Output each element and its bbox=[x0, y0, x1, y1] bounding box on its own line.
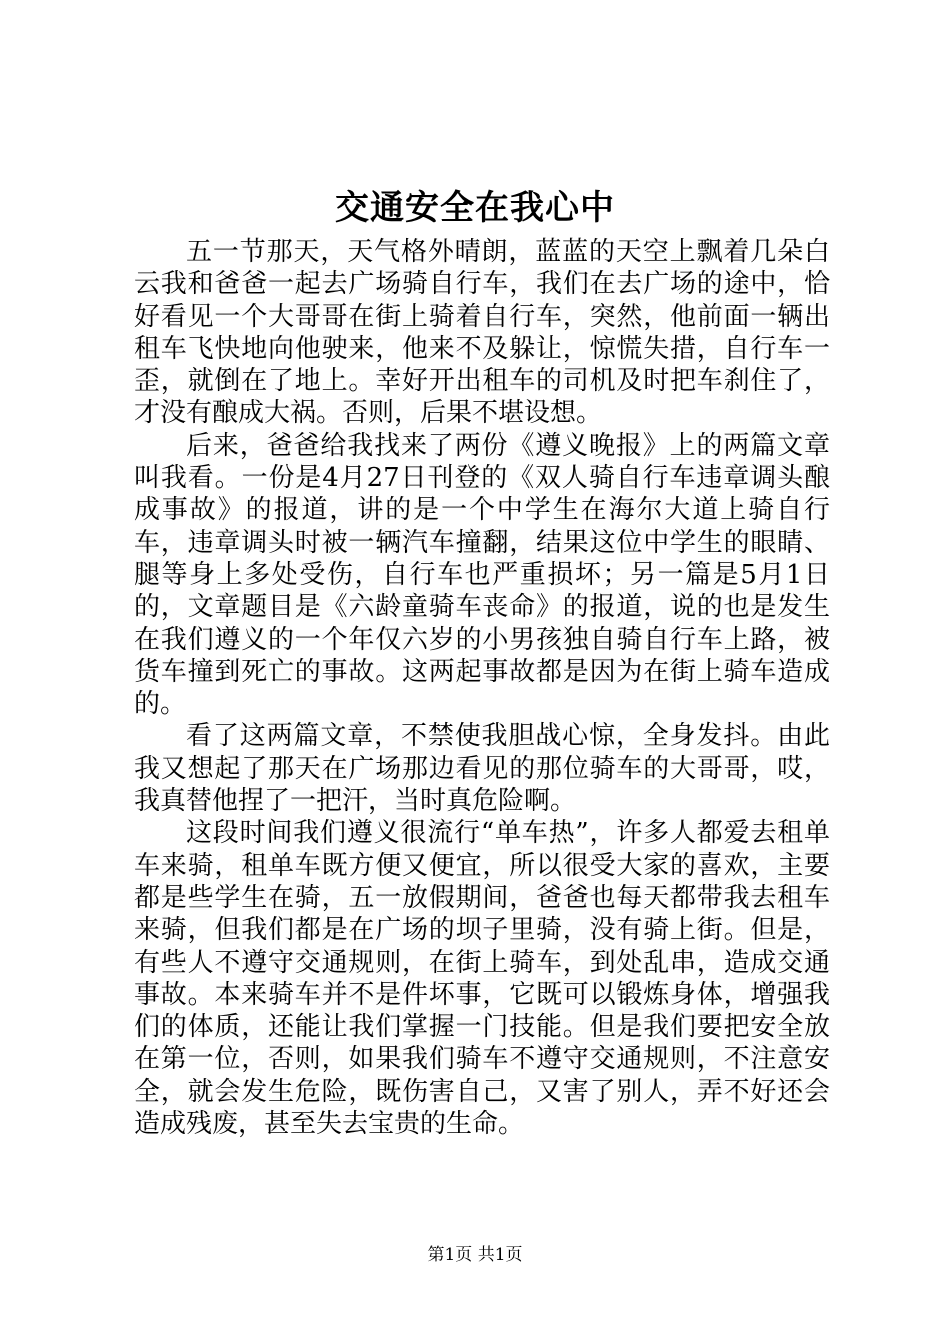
paragraph-2: 后来，爸爸给我找来了两份《遵义晚报》上的两篇文章叫我看。一份是4月27日刊登的《双人骑自行车违章调头酿成事故》的报道，讲的是一个中学生在海尔大道上骑自行车，违章调头时被一辆汽车撞翻，结果这位中学生的眼睛、腿等身上多处受伤，自行车也严重损坏；另一篇是5月1日的，文章题目是《六龄童骑车丧命》的报道，说的也是发生在我们遵义的一个年仅六岁的小男孩独自骑自行车上路，被货车撞到死亡的事故。这两起事故都是因为在街上骑车造成的。 bbox=[134, 430, 830, 720]
paragraph-1: 五一节那天，天气格外晴朗，蓝蓝的天空上飘着几朵白云我和爸爸一起去广场骑自行车，我们在去广场的途中，恰好看见一个大哥哥在街上骑着自行车，突然，他前面一辆出租车飞快地向他驶来，他来不及躲让，惊慌失措，自行车一歪，就倒在了地上。幸好开出租车的司机及时把车刹住了，才没有酿成大祸。否则，后果不堪设想。 bbox=[134, 237, 830, 429]
paragraph-4: 这段时间我们遵义很流行“单车热”，许多人都爱去租单车来骑，租单车既方便又便宜，所以很受大家的喜欢，主要都是些学生在骑，五一放假期间，爸爸也每天都带我去租车来骑，但我们都是在广场的坝子里骑，没有骑上街。但是，有些人不遵守交通规则，在街上骑车，到处乱串，造成交通事故。本来骑车并不是件坏事，它既可以锻炼身体，增强我们的体质，还能让我们掌握一门技能。但是我们要把安全放在第一位，否则，如果我们骑车不遵守交通规则，不注意安全，就会发生危险，既伤害自己，又害了别人，弄不好还会造成残废，甚至失去宝贵的生命。 bbox=[134, 818, 830, 1140]
document-title: 交通安全在我心中 bbox=[335, 188, 615, 228]
document-body bbox=[134, 236, 830, 1140]
paragraph-3: 看了这两篇文章，不禁使我胆战心惊，全身发抖。由此我又想起了那天在广场那边看见的那位骑车的大哥哥，哎，我真替他捏了一把汗，当时真危险啊。 bbox=[134, 721, 830, 817]
page-footer: 第1页 共1页 bbox=[427, 1245, 523, 1265]
